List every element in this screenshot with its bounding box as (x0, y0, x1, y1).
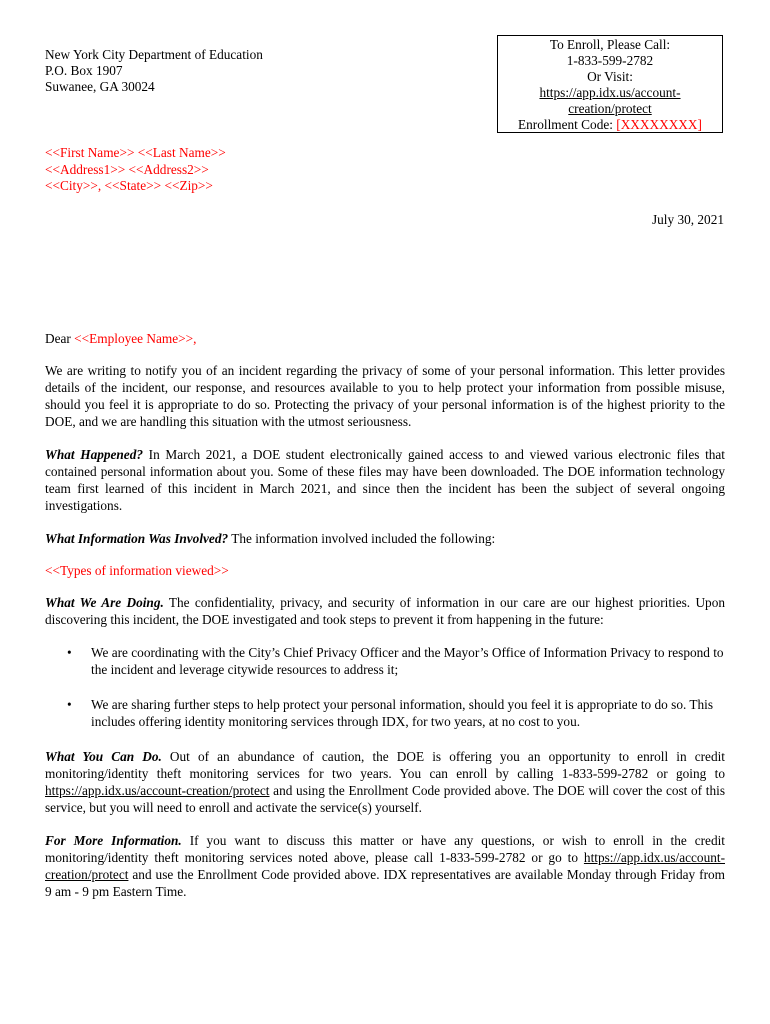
letter-body (45, 362, 725, 916)
salutation (45, 330, 196, 347)
recipient-street: <<Address1>> <<Address2>> (45, 161, 209, 177)
more-info-paragraph (45, 832, 725, 900)
list-item (45, 644, 725, 678)
sender-address (45, 47, 345, 95)
what-you-can-do-text-1: Out of an abundance of caution, the DOE is offering you an opportunity to enroll in credit monitoring/identity theft monitoring services for two years. You can enroll by calling 1-833-599-2782 or going to (45, 749, 725, 781)
salutation-dear: Dear (45, 331, 75, 346)
what-you-can-do-paragraph (45, 748, 725, 816)
what-happened-text: In March 2021, a DOE student electronically gained access to and viewed various electronic files that contained personal information about you. Some of these files may have been downloaded. The DOE information technology team first learned of this incident in March 2021, and since then the incident has been the subject of several ongoing investigations. (45, 447, 726, 513)
enrollment-code-label: Enrollment Code: (518, 117, 617, 132)
bullet-text: We are sharing further steps to help protect your personal information, should you feel it is appropriate to do so. This includes offering identity monitoring services through IDX, for two years, at no cost to you. (91, 697, 714, 729)
enroll-call-label: To Enroll, Please Call: (549, 37, 671, 52)
enrollment-code-row (498, 117, 722, 133)
what-info-paragraph (45, 530, 725, 547)
enrollment-box (497, 35, 723, 133)
enroll-url-link-part2[interactable]: creation/protect (568, 101, 652, 116)
bullet-icon: • (67, 697, 72, 712)
what-doing-heading: What We Are Doing. (45, 595, 164, 610)
enrollment-code-value: [XXXXXXXX] (616, 117, 702, 132)
more-info-heading: For More Information. (45, 833, 182, 848)
sender-line-3: Suwanee, GA 30024 (45, 79, 155, 94)
recipient-city: <<City>>, <<State>> <<Zip>> (45, 178, 213, 193)
recipient-address (45, 145, 226, 195)
more-info-text-2: and use the Enrollment Code provided above. IDX representatives are available Monday through Friday from 9 am - 9 pm Eastern Time. (45, 867, 725, 899)
enroll-or-visit: Or Visit: (587, 69, 633, 84)
enrollment-url-link[interactable]: https://app.idx.us/account-creation/protect (45, 783, 270, 798)
letter-date: July 30, 2021 (651, 212, 724, 227)
bullet-text: We are coordinating with the City’s Chief Privacy Officer and the Mayor’s Office of Information Privacy to respond to the incident and leverage citywide resources to address it; (91, 645, 724, 677)
what-info-heading: What Information Was Involved? (45, 531, 229, 546)
what-you-can-do-heading: What You Can Do. (45, 749, 162, 764)
what-you-can-do-text-2: and using the Enrollment Code provided above. The DOE will cover the cost of this service, but you will need to enroll and activate the service(s) yourself. (45, 783, 725, 815)
more-info-text-1: If you want to discuss this matter or have any questions, or wish to enroll in the credit monitoring/identity theft monitoring services noted above, please call 1-833-599-2782 or go to (45, 833, 725, 865)
sender-line-2: P.O. Box 1907 (45, 63, 123, 78)
intro-paragraph: We are writing to notify you of an incident regarding the privacy of some of your personal information. This letter provides details of the incident, our response, and resources available to you to help protect your information from possible misuse, should you feel it is appropriate to do so. Protecting the privacy of your personal information is of the highest priority to the DOE, and we are handling this situation with the utmost seriousness. (45, 363, 725, 429)
recipient-name: <<First Name>> <<Last Name>> (45, 145, 226, 160)
sender-line-1: New York City Department of Education (45, 47, 263, 62)
list-item (45, 696, 725, 730)
more-info-url-link[interactable]: https://app.idx.us/account-creation/protect (45, 850, 725, 882)
action-bullet-list (45, 644, 725, 730)
what-doing-paragraph (45, 594, 725, 628)
enroll-phone: 1-833-599-2782 (566, 53, 654, 68)
what-happened-heading: What Happened? (45, 447, 144, 462)
types-of-info-placeholder: <<Types of information viewed>> (45, 563, 229, 578)
enroll-url-link-part1[interactable]: https://app.idx.us/account- (539, 85, 681, 100)
what-doing-text: The confidentiality, privacy, and security of information in our care are our highest priorities. Upon discovering this incident, the DOE investigated and took steps to prevent it from happening in the future: (45, 595, 725, 627)
bullet-icon: • (67, 645, 72, 660)
salutation-name: <<Employee Name>>, (74, 331, 197, 346)
what-info-text: The information involved included the following: (228, 531, 496, 546)
what-happened-paragraph (45, 446, 725, 514)
